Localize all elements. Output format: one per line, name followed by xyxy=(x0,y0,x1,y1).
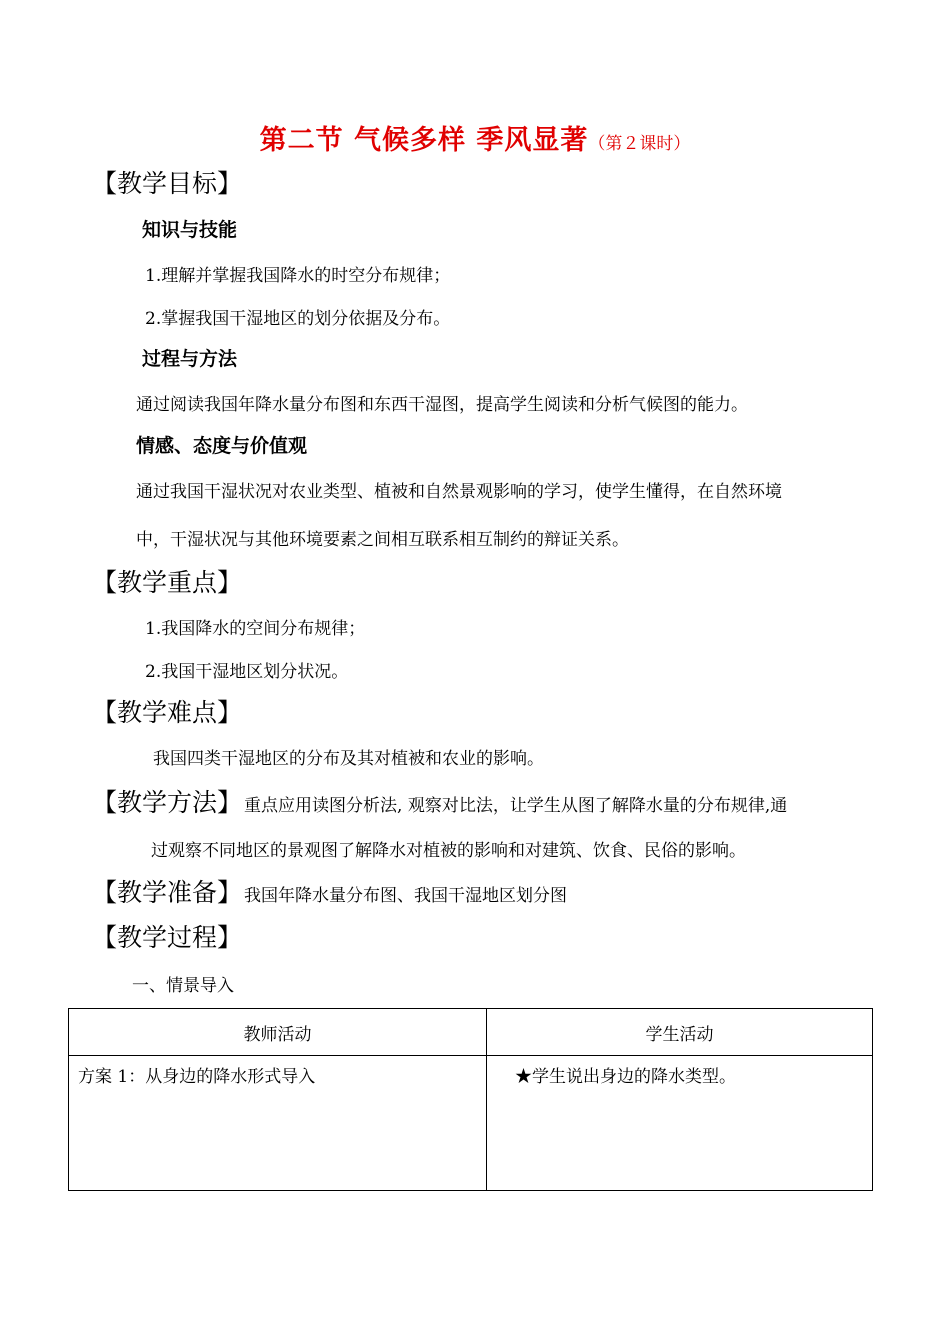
student-activity-cell: ★学生说出身边的降水类型。 xyxy=(487,1056,873,1191)
preparation-text: 我国年降水量分布图、我国干湿地区划分图 xyxy=(244,886,568,906)
step-1-label: 一、情景导入 xyxy=(132,976,234,996)
emotion-text-line-1: 通过我国干湿状况对农业类型、植被和自然景观影响的学习，使学生懂得，在自然环境 xyxy=(136,482,782,502)
teaching-process-heading: 【教学过程】 xyxy=(92,923,243,952)
difficulties-heading: 【教学难点】 xyxy=(92,698,243,727)
knowledge-heading: 知识与技能 xyxy=(142,219,238,241)
document-title xyxy=(0,118,950,157)
key-point-1: 1.我国降水的空间分布规律； xyxy=(145,619,366,639)
methods-text-line-2: 过观察不同地区的景观图了解降水对植被的影响和对建筑、饮食、民俗的影响。 xyxy=(151,841,746,861)
knowledge-item-2: 2.掌握我国干湿地区的划分依据及分布。 xyxy=(145,309,451,329)
title-main: 第二节 气候多样 季风显著 xyxy=(259,125,589,156)
header-teacher-activity: 教师活动 xyxy=(69,1009,487,1056)
teacher-activity-cell: 方案 1：从身边的降水形式导入 xyxy=(69,1056,487,1191)
table-row xyxy=(69,1056,873,1191)
methods-row xyxy=(92,783,787,819)
emotion-text-line-2: 中，干湿状况与其他环境要素之间相互联系相互制约的辩证关系。 xyxy=(136,530,629,550)
preparation-row xyxy=(92,873,567,909)
activity-table xyxy=(68,1008,873,1191)
title-sub: （第２课时） xyxy=(588,134,691,154)
knowledge-item-1: 1.理解并掌握我国降水的时空分布规律； xyxy=(145,266,451,286)
preparation-heading: 【教学准备】 xyxy=(92,878,243,907)
difficulties-text: 我国四类干湿地区的分布及其对植被和农业的影响。 xyxy=(153,749,544,769)
objectives-heading: 【教学目标】 xyxy=(92,169,243,198)
emotion-heading: 情感、态度与价值观 xyxy=(136,435,308,457)
table-header-row xyxy=(69,1009,873,1056)
process-method-heading: 过程与方法 xyxy=(142,348,238,370)
process-method-text: 通过阅读我国年降水量分布图和东西干湿图，提高学生阅读和分析气候图的能力。 xyxy=(136,395,748,415)
methods-text-line-1: 重点应用读图分析法, 观察对比法，让学生从图了解降水量的分布规律,通 xyxy=(244,796,788,816)
methods-heading: 【教学方法】 xyxy=(92,788,243,817)
header-student-activity: 学生活动 xyxy=(487,1009,873,1056)
key-points-heading: 【教学重点】 xyxy=(92,568,243,597)
key-point-2: 2.我国干湿地区划分状况。 xyxy=(145,662,349,682)
